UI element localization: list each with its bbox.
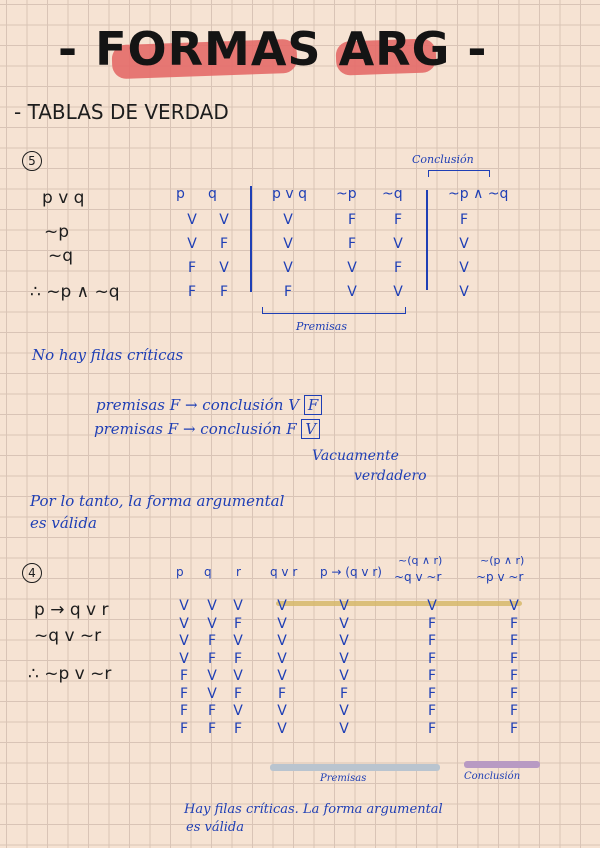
table-cell: F — [179, 668, 189, 684]
table-header: ~q v ~r — [394, 570, 442, 584]
table-cell: F — [427, 685, 437, 702]
table-cell: F — [427, 720, 437, 737]
table-cell: V — [207, 598, 217, 614]
table-cell: V — [283, 212, 293, 228]
premisas-label: Premisas — [296, 320, 347, 333]
table-cell: F — [277, 685, 287, 702]
no-critical-rows: No hay filas críticas — [32, 346, 184, 364]
table-cell: F — [459, 212, 469, 228]
table-header: q — [208, 186, 217, 202]
conclusion-label: Conclusión — [412, 153, 474, 166]
table-cell: F — [233, 650, 243, 667]
table-cell: V — [339, 720, 349, 737]
table-cell: V — [339, 598, 349, 614]
table-cell: F — [509, 615, 519, 632]
premise-line-1-text: premisas F → conclusión V — [96, 396, 300, 414]
table-cell: F — [179, 703, 189, 719]
table-cell: F — [427, 668, 437, 684]
table-cell: F — [207, 703, 217, 719]
table-cell: F — [207, 633, 217, 649]
table-cell: V — [509, 598, 519, 614]
table-cell: V — [179, 650, 189, 667]
table-cell: V — [233, 703, 243, 719]
table-cell: F — [509, 650, 519, 667]
table-header: ~q — [382, 186, 403, 202]
table-cell: V — [233, 633, 243, 649]
table-cell: V — [179, 615, 189, 632]
table-cell: V — [233, 668, 243, 684]
table-header: p — [176, 186, 185, 202]
table-cell: V — [283, 236, 293, 252]
table-over-header: ~(q ∧ r) — [398, 554, 443, 567]
table-cell: F — [179, 685, 189, 702]
page-title: - FORMAS ARG - — [58, 22, 488, 76]
table-cell: F — [283, 284, 293, 300]
conclusion-label: Conclusión — [464, 771, 521, 782]
premise-line-2-box: V — [301, 419, 320, 439]
table-cell: F — [207, 650, 217, 667]
table-cell: V — [207, 685, 217, 702]
table-cell: F — [179, 720, 189, 737]
table-cell: V — [207, 615, 217, 632]
table-cell: V — [347, 260, 357, 276]
vacuously-2: verdadero — [354, 468, 427, 484]
table-header: q v r — [270, 565, 298, 579]
table-cell: V — [459, 284, 469, 300]
table-cell: F — [509, 720, 519, 737]
table-header: ~p ∧ ~q — [448, 186, 509, 202]
table-cell: F — [427, 650, 437, 667]
conclusion-bar — [464, 761, 540, 768]
table-header: ~p v ~r — [476, 570, 524, 584]
table-cell: F — [347, 212, 357, 228]
table-header: p v q — [272, 186, 307, 202]
table-cell: F — [219, 236, 229, 252]
table-divider — [250, 186, 252, 292]
table-cell: F — [219, 284, 229, 300]
premise-2: ~p — [44, 222, 70, 242]
table-cell: F — [339, 685, 349, 702]
conclusion-statement-2: es válida — [30, 514, 97, 532]
premise-1: p → q v r — [34, 600, 109, 620]
table-cell: F — [187, 260, 197, 276]
table-cell: V — [459, 236, 469, 252]
table-cell: F — [233, 615, 243, 632]
premise-conclusion: ∴ ~p ∧ ~q — [30, 282, 120, 302]
table-cell: V — [207, 668, 217, 684]
premise-conclusion: ∴ ~p v ~r — [28, 664, 112, 684]
table-cell: V — [339, 703, 349, 719]
premise-line-1 — [96, 396, 322, 414]
table-cell: F — [187, 284, 197, 300]
table-cell: V — [277, 615, 287, 632]
footer-line-2: es válida — [186, 820, 244, 835]
premise-line-1-box: F — [304, 395, 322, 415]
footer-line-1: Hay filas críticas. La forma argumental — [184, 802, 443, 817]
exercise-number: 5 — [22, 151, 42, 171]
premisas-bracket — [262, 307, 406, 314]
table-cell: V — [277, 650, 287, 667]
conclusion-statement-1: Por lo tanto, la forma argumental — [30, 492, 285, 510]
table-cell: V — [219, 260, 229, 276]
table-header: ~p — [336, 186, 357, 202]
table-cell: V — [347, 284, 357, 300]
table-cell: V — [393, 284, 403, 300]
premise-line-2-text: premisas F → conclusión F — [94, 420, 297, 438]
table-divider — [426, 190, 428, 290]
premisas-bar — [270, 764, 440, 771]
table-over-header: ~(p ∧ r) — [480, 554, 525, 567]
table-cell: V — [187, 236, 197, 252]
table-cell: F — [509, 685, 519, 702]
table-cell: V — [393, 236, 403, 252]
table-cell: V — [459, 260, 469, 276]
table-cell: V — [339, 668, 349, 684]
table-cell: V — [187, 212, 197, 228]
critical-row-highlight — [276, 601, 522, 606]
table-cell: V — [339, 633, 349, 649]
table-cell: F — [509, 668, 519, 684]
section-title: - TABLAS DE VERDAD — [14, 100, 229, 124]
table-cell: V — [233, 598, 243, 614]
table-cell: F — [509, 633, 519, 649]
premisas-label: Premisas — [320, 773, 367, 784]
premise-3: ~q — [48, 246, 74, 266]
table-cell: F — [427, 615, 437, 632]
table-header: q — [204, 565, 212, 579]
table-cell: V — [339, 615, 349, 632]
table-cell: V — [277, 633, 287, 649]
table-cell: V — [219, 212, 229, 228]
table-cell: F — [207, 720, 217, 737]
exercise-number: 4 — [22, 563, 42, 583]
table-header: p — [176, 565, 184, 579]
table-cell: V — [277, 720, 287, 737]
table-cell: F — [427, 703, 437, 719]
table-cell: F — [347, 236, 357, 252]
table-cell: F — [509, 703, 519, 719]
premise-line-2 — [94, 420, 320, 438]
table-cell: V — [283, 260, 293, 276]
table-cell: F — [393, 260, 403, 276]
table-cell: V — [179, 598, 189, 614]
table-cell: V — [277, 668, 287, 684]
table-cell: V — [339, 650, 349, 667]
conclusion-bracket — [428, 170, 490, 177]
premise-2: ~q v ~r — [34, 626, 102, 646]
premise-1: p v q — [42, 188, 85, 208]
table-cell: F — [393, 212, 403, 228]
table-header: r — [236, 565, 241, 579]
table-header: p → (q v r) — [320, 565, 382, 579]
table-cell: V — [427, 598, 437, 614]
table-cell: V — [179, 633, 189, 649]
table-cell: F — [427, 633, 437, 649]
table-cell: V — [277, 598, 287, 614]
table-cell: F — [233, 720, 243, 737]
table-cell: V — [277, 703, 287, 719]
vacuously-1: Vacuamente — [312, 448, 399, 464]
table-cell: F — [233, 685, 243, 702]
